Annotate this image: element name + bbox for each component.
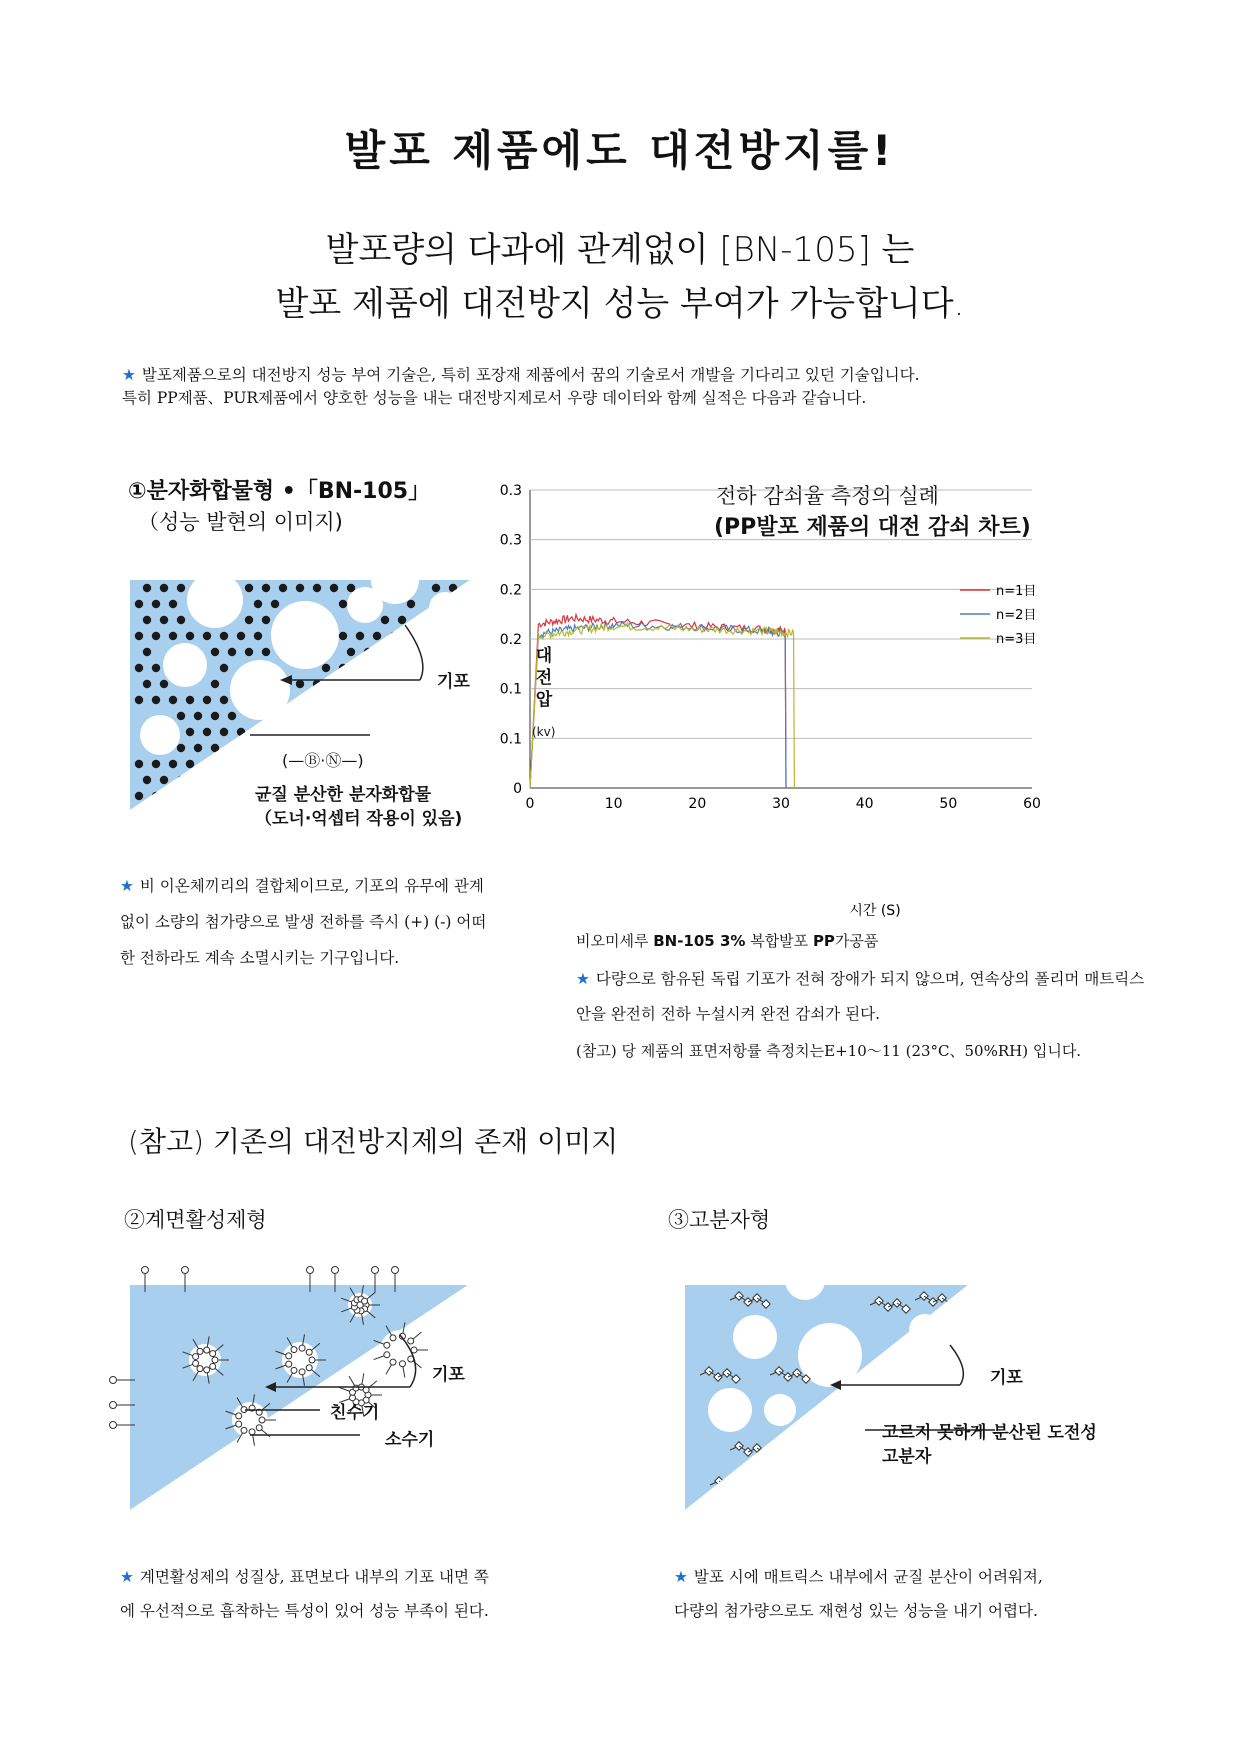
star-icon: ★ [120, 1568, 134, 1586]
y-axis-label: 대 전 압 [535, 646, 553, 710]
y-tick-label: 0.2 [499, 582, 522, 599]
left-label-pore: 기포 [437, 672, 470, 692]
chart-grid [530, 490, 1032, 788]
surfactant-foam-illustration [110, 1265, 510, 1525]
legend-entry: n=1目 [996, 584, 1037, 599]
caption-mid: 복합발포 [745, 932, 813, 950]
legend-entry: n=2目 [996, 608, 1037, 623]
subtitle-line-2: 발포 제품에 대전방지 성능 부여가 가능합니다. [275, 284, 965, 324]
right-note-text: 다량으로 함유된 독립 기포가 전혀 장애가 되지 않으며, 연속상의 폴리머 매트릭스 안을 완전히 전하 누설시켜 완전 감쇠가 된다. [576, 970, 1145, 1023]
x-axis-label: 시간 (S) [849, 903, 901, 919]
star-icon: ★ [576, 970, 590, 988]
intro-paragraph [122, 364, 1142, 410]
y-tick-label: 0.3 [499, 532, 522, 549]
x-tick-label: 60 [1023, 796, 1041, 812]
surf-label-hydrophobic: 소수기 [385, 1430, 435, 1450]
legend-entry: n=3目 [996, 632, 1037, 647]
left-note-text: 비 이온체끼리의 결합체이므로, 기포의 유무에 관계없이 소량의 첨가량으로 발생 전하를 즉시 (+) (-) 어떠한 전하라도 계속 소멸시키는 기구입니다. [120, 877, 487, 967]
x-tick-label: 10 [604, 796, 623, 812]
polymer-heading: ③고분자형 [668, 1208, 771, 1232]
subtitle-line-1: 발포량의 다과에 관계없이 [BN-105] 는 [325, 230, 915, 270]
star-icon: ★ [120, 877, 134, 895]
star-icon: ★ [674, 1568, 688, 1586]
left-label-dispersed-1: 균질 분산한 분자화합물 [255, 785, 432, 805]
x-tick-label: 50 [939, 796, 958, 812]
right-note [576, 962, 1156, 1032]
page-title: 발포 제품에도 대전방지를! [344, 126, 896, 175]
caption-suffix: 가공품 [834, 932, 879, 950]
caption-prefix: 비오미세루 [576, 932, 654, 950]
reference-heading: (참고) 기존의 대전방지제의 존재 이미지 [128, 1125, 619, 1158]
poly-label-conductive-1: 고르지 못하게 분산된 도전성 [882, 1423, 1097, 1443]
surf-note-text: 계면활성제의 성질상, 표면보다 내부의 기포 내면 쪽에 우선적으로 흡착하는 특성이 있어 성능 부족이 된다. [120, 1568, 489, 1620]
right-reference: (참고) 당 제품의 표면저항률 측정치는E+10～11 (23°C、50%RH) 입니다. [576, 1042, 1082, 1060]
chart-series-lines [530, 615, 794, 788]
poly-note-text: 발포 시에 매트릭스 내부에서 균질 분산이 어려워져, 다량의 첨가량으로도 재현성 있는 성능을 내기 어렵다. [674, 1568, 1043, 1620]
y-tick-label: 0.2 [499, 632, 522, 648]
left-label-dispersed-2: （도너·억셉터 작용이 있음) [255, 809, 463, 829]
star-icon: ★ [122, 366, 136, 384]
surf-label-hydrophilic: 친수기 [330, 1403, 380, 1423]
x-tick-label: 40 [855, 796, 874, 812]
x-tick-label: 30 [772, 796, 790, 812]
chart-caption [576, 930, 878, 951]
y-tick-label: 0.3 [499, 483, 522, 499]
caption-bold: BN-105 3% [653, 932, 746, 950]
intro-line-2: 특히 PP제품、PUR제품에서 양호한 성능을 내는 대전방지제로서 우량 데이터와 함께 실적은 다음과 같습니다. [122, 389, 867, 407]
chart-heading-2: (PP발포 제품의 대전 감쇠 차트) [714, 515, 1031, 540]
series-line-3 [530, 623, 794, 788]
x-tick-label: 0 [525, 796, 535, 812]
series-line-2 [530, 622, 786, 788]
intro-text-1: 발포제품으로의 대전방지 성능 부여 기술은, 특히 포장재 제품에서 꿈의 기술로서 개발을 기다리고 있던 기술입니다. [141, 366, 920, 384]
poly-note [674, 1560, 1046, 1628]
poly-label-conductive-2: 고분자 [882, 1447, 932, 1467]
y-tick-label: 0.1 [499, 731, 522, 748]
surf-label-pore: 기포 [432, 1365, 465, 1385]
y-tick-label: 0.1 [499, 681, 522, 698]
left-heading-2: （성능 발현의 이미지) [138, 510, 343, 534]
chart-heading-1: 전하 감쇠율 측정의 실례 [716, 484, 939, 508]
x-tick-label: 20 [688, 796, 707, 812]
surfactant-heading: ②계면활성제형 [124, 1208, 267, 1232]
y-axis-unit: (kv) [532, 725, 556, 739]
series-line-1 [530, 615, 786, 788]
surf-note [120, 1560, 492, 1628]
chart-legend [960, 584, 1036, 647]
left-label-bn: (—Ⓑ·Ⓝ—) [282, 751, 364, 770]
left-heading-1: ①분자화합물형 •「BN-105」 [128, 479, 431, 504]
intro-line-1 [122, 364, 1142, 387]
poly-label-pore: 기포 [990, 1368, 1023, 1388]
y-tick-label: 0 [513, 781, 522, 797]
caption-bold-2: PP [812, 932, 835, 950]
x-tick-labels [526, 796, 1041, 812]
left-note [120, 868, 492, 976]
